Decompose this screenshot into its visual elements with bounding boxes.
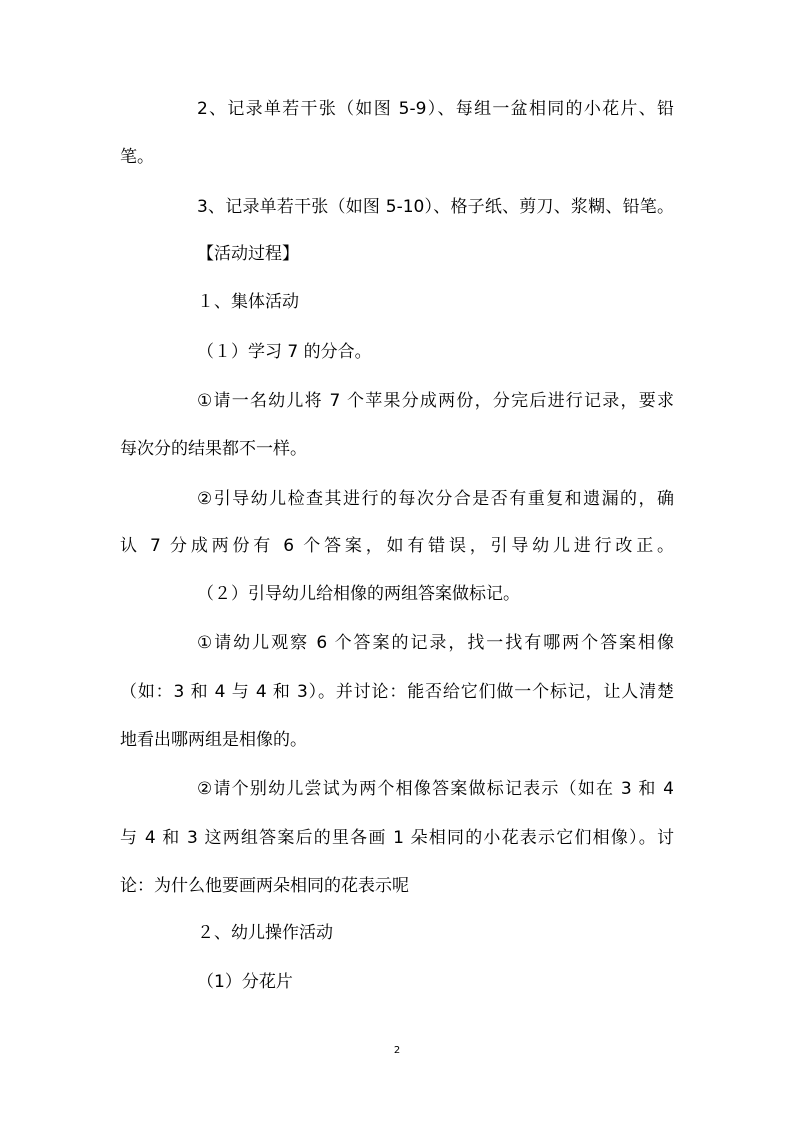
- text-line-step-2b: ②请个别幼儿尝试为两个相像答案做标记表示（如在 3 和 4: [197, 779, 674, 799]
- text-line-step-1b-cont: 认 7 分成两份有 6 个答案，如有错误，引导幼儿进行改正。: [120, 536, 674, 556]
- item-heading-learn-7: （１）学习 7 的分合。: [197, 342, 372, 362]
- subheading-child-operation: ２、幼儿操作活动: [197, 923, 333, 943]
- text-line-step-1b: ②引导幼儿检查其进行的每次分合是否有重复和遗漏的，确: [197, 489, 674, 509]
- text-line-step-2a: ①请幼儿观察 6 个答案的记录，找一找有哪两个答案相像: [197, 633, 674, 653]
- text-line-step-2a-cont: （如：3 和 4 与 4 和 3）。并讨论：能否给它们做一个标记，让人清楚: [120, 682, 674, 702]
- subheading-group-activity: １、集体活动: [197, 292, 299, 312]
- text-line-materials-2-cont: 笔。: [120, 147, 154, 167]
- text-line-step-2b-cont: 与 4 和 3 这两组答案后的里各画 1 朵相同的小花表示它们相像）。讨: [120, 828, 674, 848]
- section-heading-activity-process: 【活动过程】: [197, 244, 299, 264]
- item-heading-mark-pairs: （２）引导幼儿给相像的两组答案做标记。: [197, 584, 520, 604]
- page-number: 2: [393, 1045, 401, 1056]
- text-line-step-1a-cont: 每次分的结果都不一样。: [120, 439, 307, 459]
- text-line-step-2b-end: 论：为什么他要画两朵相同的花表示呢: [120, 876, 409, 896]
- text-line-materials-3: 3、记录单若干张（如图 5-10）、格子纸、剪刀、浆糊、铅笔。: [197, 197, 674, 217]
- text-line-step-2a-end: 地看出哪两组是相像的。: [120, 730, 307, 750]
- text-line-step-1a: ①请一名幼儿将 7 个苹果分成两份，分完后进行记录，要求: [197, 391, 674, 411]
- text-line-materials-2: 2、记录单若干张（如图 5-9）、每组一盆相同的小花片、铅: [197, 99, 674, 119]
- item-heading-divide-petals: （1）分花片: [197, 972, 293, 992]
